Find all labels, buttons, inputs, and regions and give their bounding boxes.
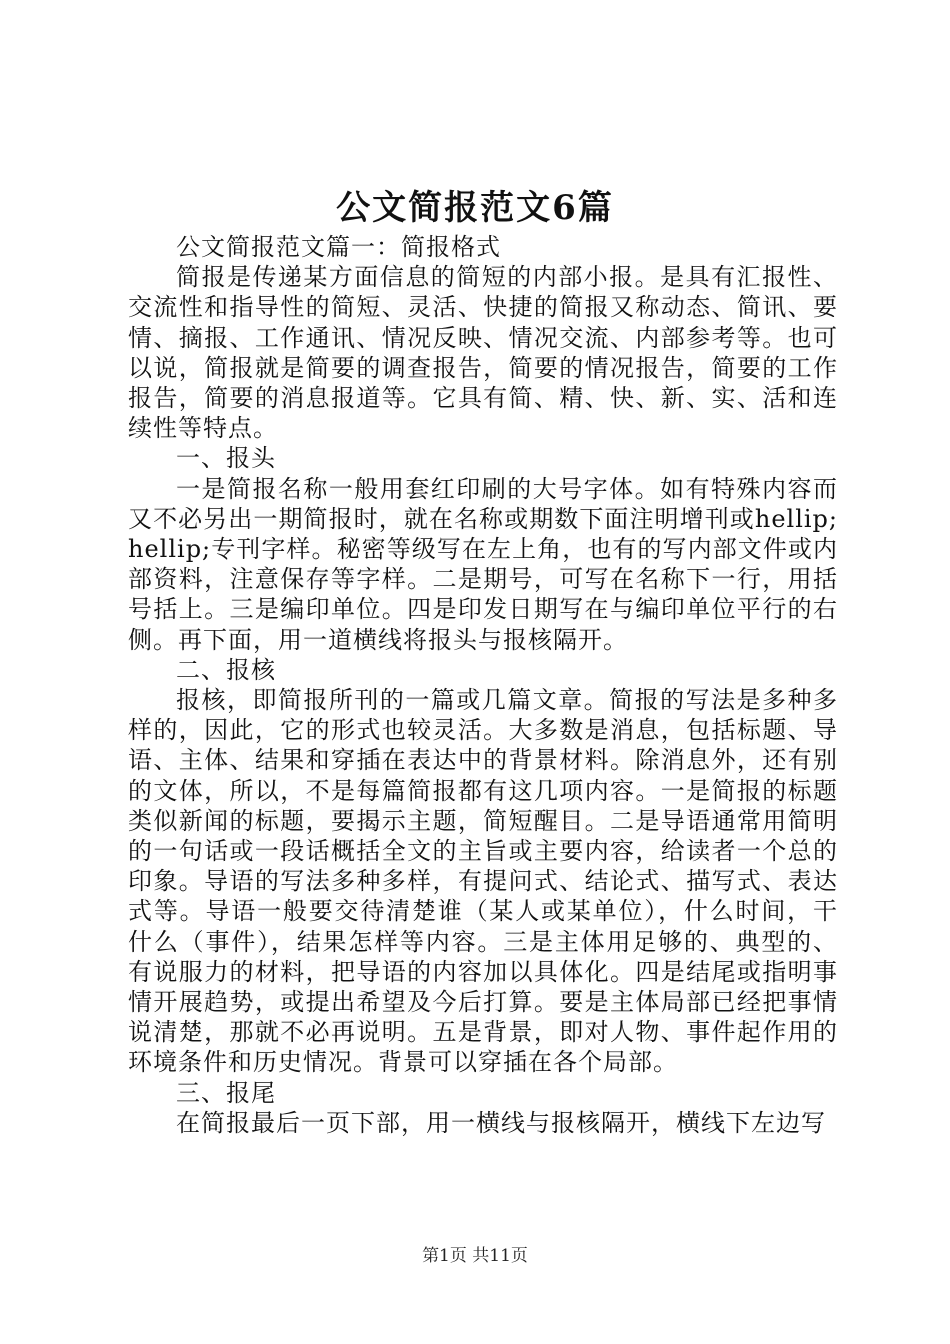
section-heading: 一、报头 [176, 444, 276, 473]
section-heading: 三、报尾 [176, 1078, 276, 1107]
paragraph: 在简报最后一页下部，用一横线与报核隔开，横线下左边写 [176, 1108, 826, 1137]
paragraph: 简报是传递某方面信息的简短的内部小报。是具有汇报性、交流性和指导性的简短、灵活、快捷的简报又称动态、简讯、要情、摘报、工作通讯、情况反映、情况交流、内部参考等。也可以说，简报就是简要的调查报告，简要的情况报告，简要的工作报告，简要的消息报道等。它具有简、精、快、新、实、活和连续性等特点。 [128, 263, 838, 443]
paragraph: 一是简报名称一般用套红印刷的大号字体。如有特殊内容而又不必另出一期简报时，就在名称或期数下面注明增刊或hellip;hellip;专刊字样。秘密等级写在左上角，也有的写内部文件或内部资料，注意保存等字样。二是期号，可写在名称下一行，用括号括上。三是编印单位。四是印发日期写在与编印单位平行的右侧。再下面，用一道横线将报头与报核隔开。 [128, 474, 838, 654]
page-number-footer: 第1页 共11页 [422, 1246, 528, 1266]
document-title: 公文简报范文6篇 [336, 188, 614, 228]
section-heading: 二、报核 [176, 655, 276, 684]
section-heading: 公文简报范文篇一：简报格式 [176, 233, 501, 261]
document-body [128, 232, 838, 1138]
paragraph: 报核，即简报所刊的一篇或几篇文章。简报的写法是多种多样的，因此，它的形式也较灵活。大多数是消息，包括标题、导语、主体、结果和穿插在表达中的背景材料。除消息外，还有别的文体，所以，不是每篇简报都有这几项内容。一是简报的标题类似新闻的标题，要揭示主题，简短醒目。二是导语通常用简明的一句话或一段话概括全文的主旨或主要内容，给读者一个总的印象。导语的写法多种多样，有提问式、结论式、描写式、表达式等。导语一般要交待清楚谁（某人或某单位），什么时间，干什么（事件），结果怎样等内容。三是主体用足够的、典型的、有说服力的材料，把导语的内容加以具体化。四是结尾或指明事情开展趋势，或提出希望及今后打算。要是主体局部已经把事情说清楚，那就不必再说明。五是背景，即对人物、事件起作用的环境条件和历史情况。背景可以穿插在各个局部。 [128, 686, 838, 1077]
